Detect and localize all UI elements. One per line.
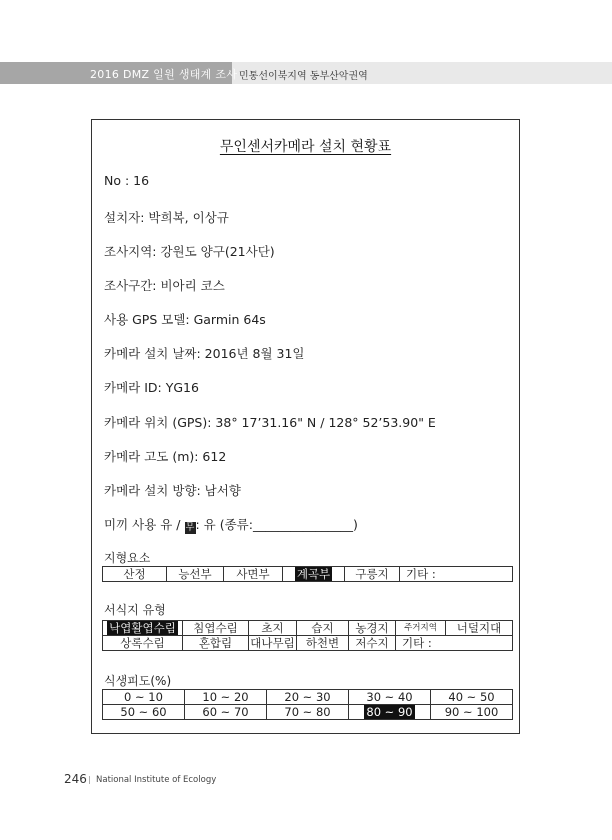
habitat-cell [103, 636, 183, 651]
terrain-cell-text: 구릉지 [355, 566, 389, 581]
cover-cell [267, 690, 349, 705]
habitat-cell-text: 대나무림 [250, 635, 295, 650]
bait-selected-box: 무 [185, 523, 195, 533]
form-title: 무인센서카메라 설치 현황표 [219, 139, 392, 155]
habitat-cell [396, 621, 446, 636]
habitat-cell [249, 636, 297, 651]
cover-cell-text: 0 ~ 10 [124, 689, 163, 704]
habitat-cell-text: 혼합림 [198, 635, 233, 650]
habitat-cell [297, 621, 349, 636]
terrain-cell-text: 사면부 [236, 566, 270, 581]
habitat-cell [183, 636, 249, 651]
habitat-label: 서식지 유형 [104, 603, 166, 617]
terrain-cell [400, 567, 513, 582]
habitat-table [102, 620, 513, 636]
page-number: 246 [64, 772, 87, 786]
installation-form [91, 119, 520, 734]
cover-cell-text: 40 ~ 50 [448, 689, 495, 704]
habitat-cell [396, 636, 513, 651]
cover-cell-text: 30 ~ 40 [366, 689, 413, 704]
cover-cell-text: 10 ~ 20 [202, 689, 249, 704]
field-region: 조사지역: 강원도 양구(21사단) [104, 244, 275, 259]
habitat-cell-text: 낙엽활엽수림 [109, 620, 176, 635]
habitat-cell-text: 기타 : [402, 635, 432, 650]
footer-institute: National Institute of Ecology [96, 775, 217, 785]
terrain-cell [345, 567, 400, 582]
habitat-cell-text: 습지 [311, 620, 334, 635]
habitat-cell-text: 초지 [261, 620, 284, 635]
habitat-cell-text: 너덜지대 [456, 620, 502, 635]
cover-cell [431, 690, 513, 705]
cover-cell [267, 705, 349, 720]
header-subtitle: 민통선이북지역 동부산악권역 [239, 71, 368, 82]
habitat-cell [183, 621, 249, 636]
terrain-cell-text: 산정 [123, 566, 146, 581]
habitat-cell-text: 저수지 [355, 635, 389, 650]
field-camera-altitude: 카메라 고도 (m): 612 [104, 449, 227, 464]
habitat-cell-text: 농경지 [355, 620, 389, 635]
field-section: 조사구간: 비아리 코스 [104, 278, 225, 293]
cover-cell [185, 705, 267, 720]
field-installer: 설치자: 박희복, 이상규 [104, 210, 229, 225]
cover-table [102, 689, 513, 720]
terrain-cell-text: 계곡부 [296, 566, 331, 581]
table-row [103, 621, 513, 636]
terrain-cell [167, 567, 224, 582]
field-camera-location: 카메라 위치 (GPS): 38° 17’31.16" N / 128° 52’53.90" E [104, 415, 436, 430]
terrain-label: 지형요소 [104, 551, 151, 565]
cover-cell [103, 690, 185, 705]
habitat-cell [349, 621, 396, 636]
habitat-cell [103, 621, 183, 636]
cover-cell-text: 50 ~ 60 [120, 704, 167, 719]
table-row [103, 636, 513, 651]
field-camera-id: 카메라 ID: YG16 [104, 380, 199, 395]
cover-cell [349, 705, 431, 720]
field-bait [104, 515, 358, 534]
cover-cell [349, 690, 431, 705]
cover-cell-text: 70 ~ 80 [284, 704, 331, 719]
field-install-date: 카메라 설치 날짜: 2016년 8월 31일 [104, 346, 305, 361]
habitat-cell [249, 621, 297, 636]
field-install-direction: 카메라 설치 방향: 남서향 [104, 483, 241, 498]
terrain-cell-text: 능선부 [178, 566, 212, 581]
cover-cell [431, 705, 513, 720]
habitat-cell-text: 주거지역 [404, 622, 437, 633]
terrain-cell [103, 567, 167, 582]
terrain-cell [224, 567, 283, 582]
header-title: 2016 DMZ 일원 생태계 조사 [90, 68, 238, 81]
terrain-cell-text: 기타 : [406, 566, 436, 581]
field-no: No : 16 [104, 173, 150, 188]
bait-rest: : 유 (종류:________________) [195, 517, 358, 532]
table-row [103, 705, 513, 720]
cover-cell-text: 60 ~ 70 [202, 704, 249, 719]
cover-cell-text: 20 ~ 30 [284, 689, 331, 704]
cover-label: 식생피도(%) [104, 674, 172, 688]
bait-prefix: 미끼 사용 유 / [104, 517, 181, 532]
habitat-cell-text: 상록수림 [120, 635, 165, 650]
terrain-cell [283, 567, 345, 582]
cover-cell [185, 690, 267, 705]
habitat-cell [446, 621, 513, 636]
cover-cell [103, 705, 185, 720]
cover-cell-text: 90 ~ 100 [444, 704, 499, 719]
habitat-cell-text: 하천변 [305, 635, 340, 650]
habitat-cell-text: 침엽수림 [193, 620, 238, 635]
habitat-table-row2 [102, 635, 513, 651]
habitat-cell [349, 636, 396, 651]
table-row [103, 690, 513, 705]
field-gps-model: 사용 GPS 모델: Garmin 64s [104, 312, 266, 327]
habitat-cell [297, 636, 349, 651]
terrain-table [102, 566, 513, 582]
footer-separator: | [88, 775, 91, 784]
table-row [103, 567, 513, 582]
cover-cell-text: 80 ~ 90 [366, 704, 413, 719]
